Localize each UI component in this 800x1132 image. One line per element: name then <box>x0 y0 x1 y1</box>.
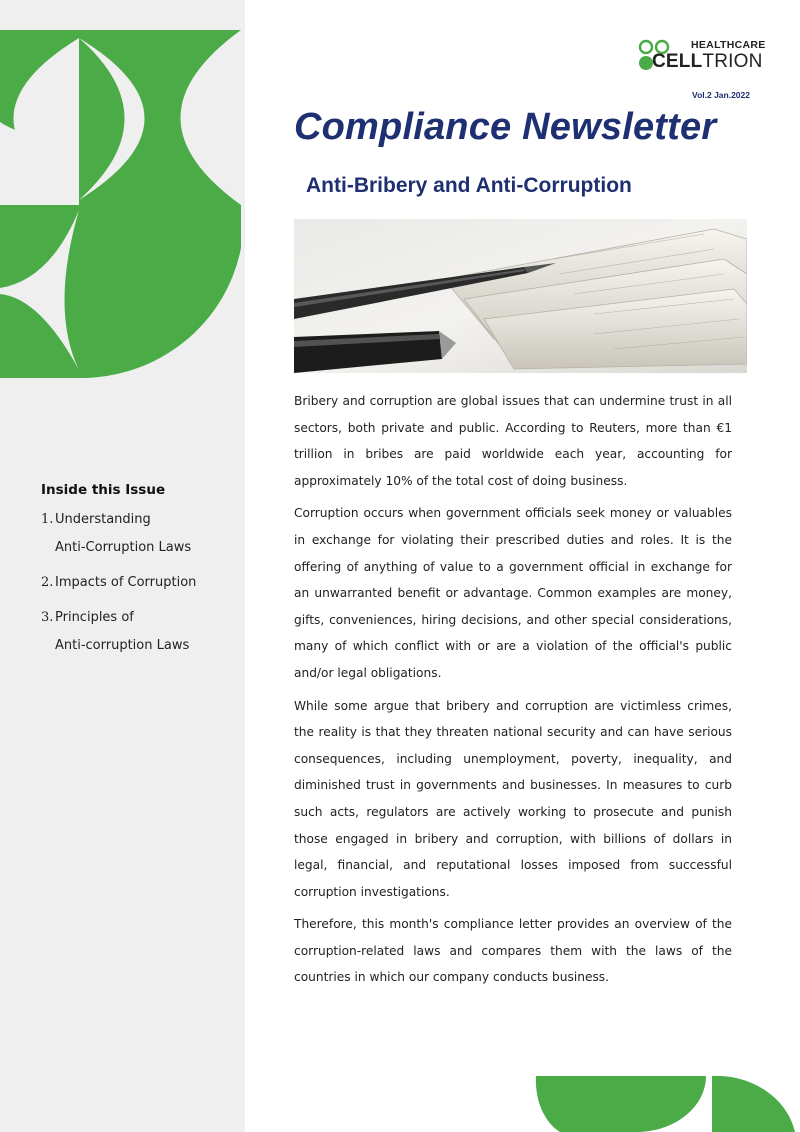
celltrion-healthcare-logo <box>638 38 768 74</box>
toc-label: Impacts of Corruption <box>55 575 197 590</box>
toc-item-principles[interactable] <box>41 604 241 660</box>
toc-number: 3. <box>41 610 54 625</box>
logo-celltrion-text: CELLTRION <box>652 51 763 72</box>
inside-this-issue <box>41 482 241 667</box>
toc-label: Principles of Anti-corruption Laws <box>55 610 190 653</box>
newsletter-subtitle: Anti-Bribery and Anti-Corruption <box>306 174 632 197</box>
article-body <box>294 388 732 997</box>
toc-label: Understanding Anti-Corruption Laws <box>55 512 192 555</box>
newsletter-title: Compliance Newsletter <box>294 106 717 148</box>
green-geometric-decoration <box>0 30 245 380</box>
toc-item-understanding[interactable] <box>41 506 241 562</box>
newspaper-and-pen-photo <box>294 219 747 373</box>
toc-item-impacts[interactable] <box>41 569 241 597</box>
toc-number: 2. <box>41 575 54 590</box>
paragraph-2: Corruption occurs when government officials seek money or valuables in exchange for violating their prescribed duties and roles. It is the offering of anything of value to a government official in exchange for an unwarranted benefit or advantage. Common examples are money, gifts, conveniences, hiring decisions, and other special considerations, many of which conflict with or are a violation of the official's public and/or legal obligations. <box>294 506 732 680</box>
toc-number: 1. <box>41 512 54 527</box>
paragraph-1: Bribery and corruption are global issues that can undermine trust in all sectors, both private and public. According to Reuters, more than €1 trillion in bribes are paid worldwide each year, accounting for approximately 10% of the total cost of doing business. <box>294 394 732 488</box>
paragraph-3: While some argue that bribery and corruption are victimless crimes, the reality is that they threaten national security and can have serious consequences, including unemployment, poverty, inequality, and diminished trust in governments and businesses. In measures to curb such acts, regulators are actively working to prosecute and punish those engaged in bribery and corruption, with billions of dollars in legal, financial, and reputational losses imposed from successful corruption investigations. <box>294 698 732 899</box>
toc-heading: Inside this Issue <box>41 482 166 498</box>
issue-date: Vol.2 Jan.2022 <box>692 90 750 100</box>
bottom-decoration <box>0 1060 800 1132</box>
logo-healthcare-text: HEALTHCARE <box>691 39 766 51</box>
paragraph-4: Therefore, this month's compliance letter provides an overview of the corruption-related laws and compares them with the laws of the countries in which our company conducts business. <box>294 917 732 985</box>
